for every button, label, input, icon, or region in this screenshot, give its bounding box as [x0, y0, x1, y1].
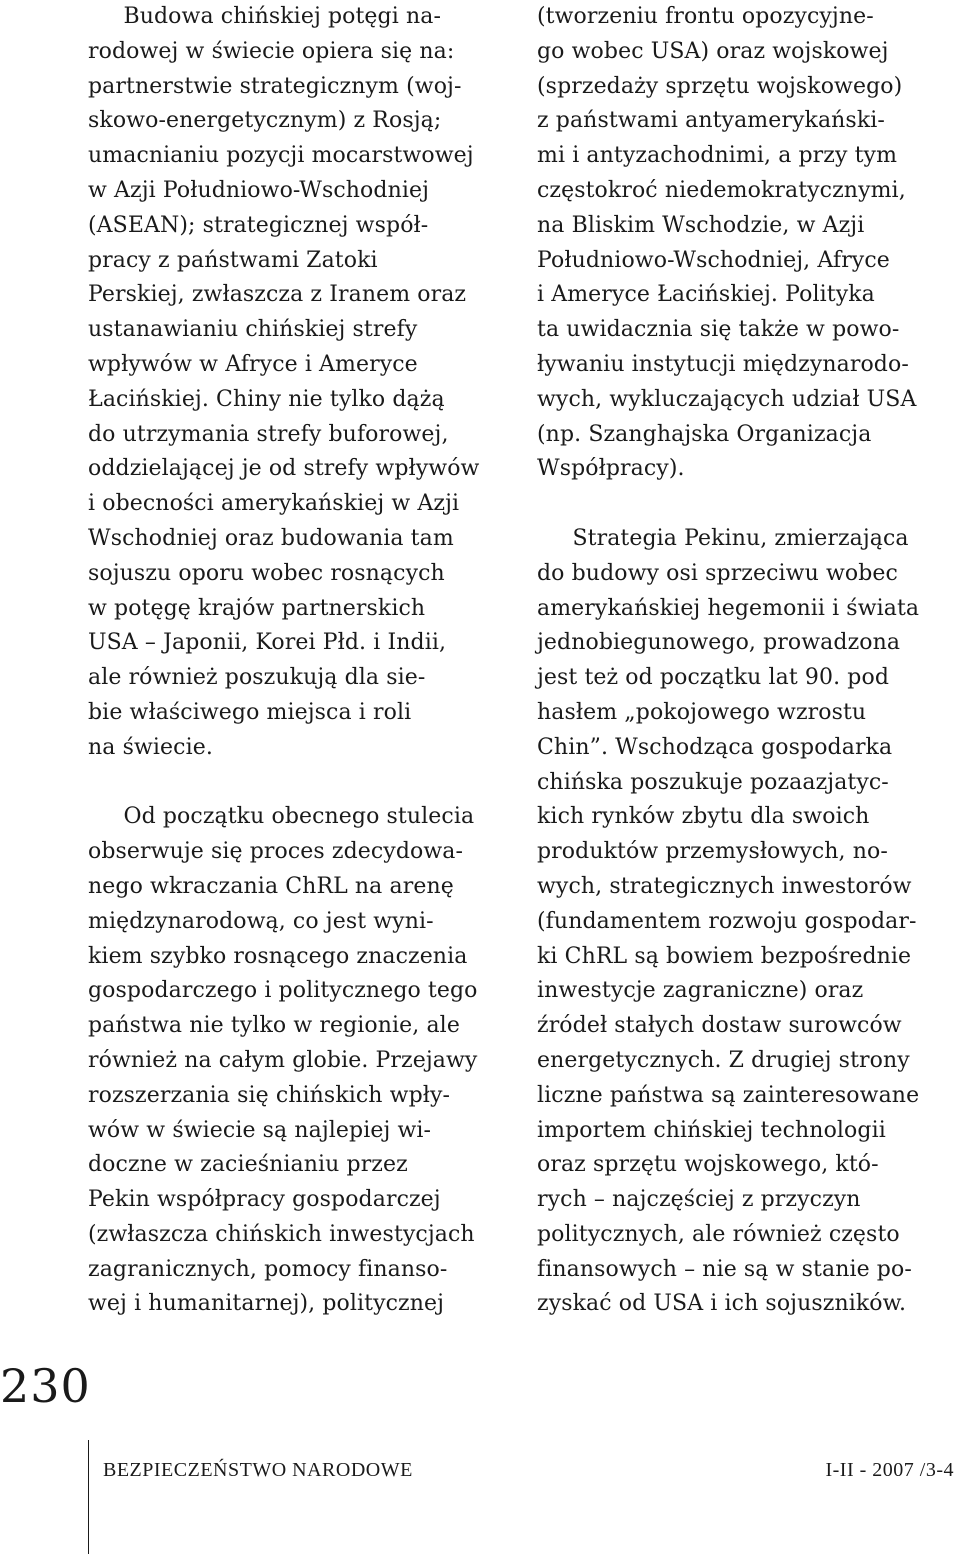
- text-line: wych, wykluczających udział USA: [537, 386, 917, 412]
- text-line: Perskiej, zwłaszcza z Iranem oraz: [88, 282, 467, 308]
- text-line: (fundamentem rozwoju gospodar-: [537, 908, 917, 934]
- text-line: Chin”. Wschodząca gospodarka: [537, 734, 893, 760]
- text-line: nego wkraczania ChRL na arenę: [88, 873, 454, 899]
- text-line: w potęgę krajów partnerskich: [88, 595, 426, 621]
- text-line: na świecie.: [88, 734, 213, 760]
- text-line: amerykańskiej hegemonii i świata: [537, 595, 920, 621]
- text-line: Pekin współpracy gospodarczej: [88, 1187, 441, 1213]
- text-line: do utrzymania strefy buforowej,: [88, 421, 449, 447]
- text-line: i Ameryce Łacińskiej. Polityka: [537, 282, 875, 308]
- text-line: również na całym globie. Przejawy: [88, 1047, 478, 1073]
- text-line: bie właściwego miejsca i roli: [88, 699, 412, 725]
- text-line: wej i humanitarnej), politycznej: [88, 1291, 445, 1317]
- left-paragraph-2: [88, 800, 528, 1322]
- text-line: energetycznych. Z drugiej strony: [537, 1047, 910, 1073]
- text-line: go wobec USA) oraz wojskowej: [537, 38, 889, 64]
- text-line: częstokroć niedemokratycznymi,: [537, 177, 906, 203]
- text-line: zyskać od USA i ich sojuszników.: [537, 1291, 907, 1317]
- left-paragraph-1: [88, 0, 528, 766]
- text-line: finansowych – nie są w stanie po-: [537, 1256, 912, 1282]
- text-line: umacnianiu pozycji mocarstwowej: [88, 143, 474, 169]
- text-line: (sprzedaży sprzętu wojskowego): [537, 73, 903, 99]
- text-line: doczne w zacieśnianiu przez: [88, 1152, 408, 1178]
- text-line: do budowy osi sprzeciwu wobec: [537, 560, 898, 586]
- text-line: pracy z państwami Zatoki: [88, 247, 378, 273]
- text-line: sojuszu oporu wobec rosnących: [88, 560, 445, 586]
- text-line: (np. Szanghajska Organizacja: [537, 421, 872, 447]
- right-paragraph-2: [537, 522, 960, 1322]
- text-line: na Bliskim Wschodzie, w Azji: [537, 212, 865, 238]
- text-line: wpływów w Afryce i Ameryce: [88, 351, 418, 377]
- text-line: politycznych, ale również często: [537, 1221, 900, 1247]
- text-line: (zwłaszcza chińskich inwestycjach: [88, 1221, 475, 1247]
- text-line: mi i antyzachodnimi, a przy tym: [537, 143, 898, 169]
- right-column: [537, 0, 960, 1322]
- text-line: produktów przemysłowych, no-: [537, 839, 888, 865]
- footer-journal-title: BEZPIECZEŃSTWO NARODOWE: [103, 1459, 413, 1481]
- text-line: zagranicznych, pomocy finanso-: [88, 1256, 448, 1282]
- text-line: wych, strategicznych inwestorów: [537, 873, 912, 899]
- text-line: rodowej w świecie opiera się na:: [88, 38, 455, 64]
- text-line: oddzielającej je od strefy wpływów: [88, 456, 480, 482]
- text-line: oraz sprzętu wojskowego, któ-: [537, 1152, 879, 1178]
- text-line: jest też od początku lat 90. pod: [537, 665, 889, 691]
- text-line: ki ChRL są bowiem bezpośrednie: [537, 943, 912, 969]
- text-line: (ASEAN); strategicznej współ-: [88, 212, 429, 238]
- text-line: Strategia Pekinu, zmierzająca: [537, 525, 909, 551]
- text-line: Budowa chińskiej potęgi na-: [88, 4, 441, 29]
- text-line: ale również poszukują dla sie-: [88, 665, 426, 691]
- text-line: inwestycje zagraniczne) oraz: [537, 978, 864, 1004]
- text-line: USA – Japonii, Korei Płd. i Indii,: [88, 630, 447, 656]
- text-line: kiem szybko rosnącego znaczenia: [88, 943, 468, 969]
- text-line: jednobiegunowego, prowadzona: [537, 630, 901, 656]
- text-line: źródeł stałych dostaw surowców: [537, 1013, 902, 1039]
- text-line: i obecności amerykańskiej w Azji: [88, 491, 460, 517]
- paragraph-gap: [537, 487, 960, 522]
- footer-divider: [88, 1440, 89, 1554]
- text-line: obserwuje się proces zdecydowa-: [88, 839, 464, 865]
- text-line: ływaniu instytucji międzynarodo-: [537, 351, 909, 377]
- text-line: rozszerzania się chińskich wpły-: [88, 1082, 451, 1108]
- text-line: Łacińskiej. Chiny nie tylko dążą: [88, 386, 445, 412]
- text-line: gospodarczego i politycznego tego: [88, 978, 478, 1004]
- text-line: hasłem „pokojowego wzrostu: [537, 699, 867, 725]
- text-line: chińska poszukuje pozaazjatyc-: [537, 769, 889, 795]
- text-line: liczne państwa są zainteresowane: [537, 1082, 920, 1108]
- text-line: importem chińskiej technologii: [537, 1117, 886, 1143]
- text-line: w Azji Południowo-Wschodniej: [88, 177, 430, 203]
- text-line: z państwami antyamerykański-: [537, 108, 885, 134]
- text-line: partnerstwie strategicznym (woj-: [88, 73, 462, 99]
- left-column: [88, 0, 528, 1322]
- paragraph-gap: [88, 766, 528, 801]
- text-line: Wschodniej oraz budowania tam: [88, 525, 454, 551]
- page-number: 230: [0, 1359, 91, 1413]
- text-line: ustanawianiu chińskiej strefy: [88, 317, 418, 343]
- text-line: Współpracy).: [537, 456, 685, 482]
- text-line: (tworzeniu frontu opozycyjne-: [537, 4, 874, 29]
- text-line: wów w świecie są najlepiej wi-: [88, 1117, 432, 1143]
- text-line: kich rynków zbytu dla swoich: [537, 804, 870, 830]
- text-line: Południowo-Wschodniej, Afryce: [537, 247, 890, 273]
- text-line: ta uwidacznia się także w powo-: [537, 317, 900, 343]
- text-line: rych – najczęściej z przyczyn: [537, 1187, 861, 1213]
- text-line: skowo-energetycznym) z Rosją;: [88, 108, 442, 134]
- text-line: międzynarodową, co jest wyni-: [88, 908, 434, 934]
- right-paragraph-1: [537, 0, 960, 487]
- text-line: państwa nie tylko w regionie, ale: [88, 1013, 460, 1039]
- text-line: Od początku obecnego stulecia: [88, 804, 475, 830]
- footer-issue-number: I-II - 2007 /3-4: [825, 1459, 954, 1481]
